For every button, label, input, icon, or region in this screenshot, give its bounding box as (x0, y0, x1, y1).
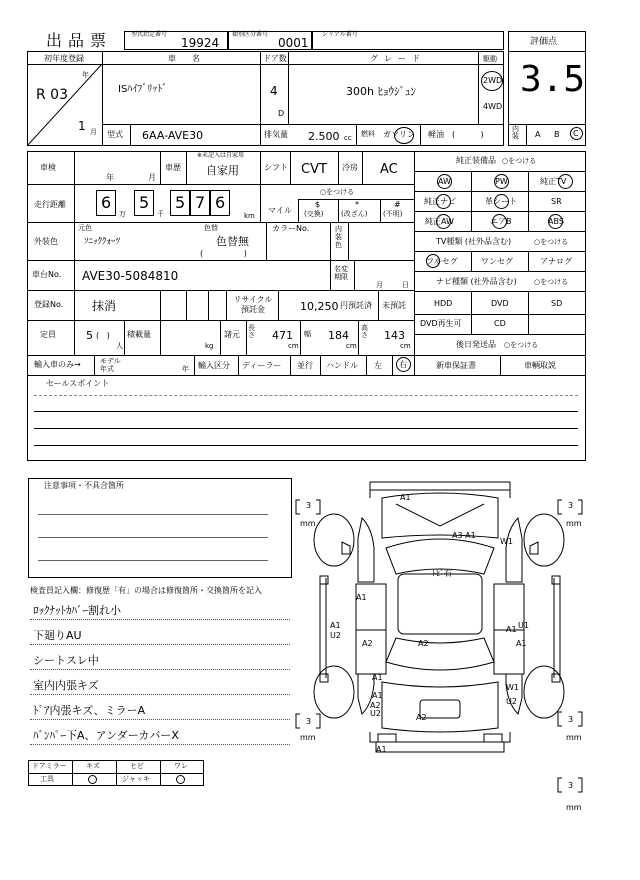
capacity-label: 定員 (40, 330, 56, 339)
name-change-label: 名変期限 (334, 265, 348, 282)
grade-value: 300h ﾋｮｳｼﾞｭﾝ (346, 85, 416, 98)
width-label: 幅 (304, 330, 311, 338)
damage-mark-15: U2 (506, 697, 517, 706)
sales-point-label: セールスポイント (46, 379, 110, 388)
tire-depth-fr: 3 (568, 501, 574, 510)
model-year-label: モデル年式 (100, 357, 121, 374)
navi-circle-note: ○をつける (534, 278, 569, 286)
score-label: 評価点 (530, 37, 558, 47)
damage-mark-11: U1 (518, 621, 529, 630)
legend-header-mirror: ドアミラー (32, 762, 67, 770)
repaint-value: 色替無 (216, 235, 249, 248)
equip-pw: PW (495, 177, 508, 186)
docs-manual: 車輌取説 (524, 361, 556, 370)
first-reg-month: 1 (78, 119, 86, 133)
tire-depth-rl: 3 (306, 717, 312, 726)
recycle-label: リサイクル預託金 (233, 295, 273, 315)
damage-mark-2: A3 A1 (452, 531, 476, 540)
damage-mark-1: A1 (400, 493, 411, 502)
interior-grade-a: A (535, 130, 541, 139)
navi-label: ナビ種類 (社外品含む) (436, 277, 517, 286)
odo-exchange: (交換) (304, 210, 324, 218)
displacement-unit: cc (344, 134, 352, 142)
legend-jack: ジャッキ (122, 775, 150, 783)
damage-mark-5: A1 (356, 593, 367, 602)
equip-genuine-navi: 純正ナビ (424, 197, 456, 206)
tv-circle-note: ○をつける (534, 238, 569, 246)
navi-dvd-play: DVD再生可 (420, 319, 462, 328)
equip-sr: SR (551, 197, 562, 206)
reg-value: 抹消 (92, 299, 117, 313)
damage-mark-12: A1 (516, 639, 527, 648)
handle-right: 右 (399, 360, 407, 369)
first-reg-label: 初年度登録 (44, 54, 84, 63)
repaint-label: 色替 (204, 224, 218, 232)
odo-unknown: (不明) (383, 210, 403, 218)
equip-abs: ABS (548, 217, 564, 226)
recycle-amount: 10,250 (300, 300, 339, 313)
damage-mark-17: A2 (370, 701, 381, 710)
handle-left: 左 (374, 361, 382, 370)
mileage-digit-3-value: 5 (175, 193, 186, 212)
tv-fullseg: フルセグ (426, 257, 458, 266)
navi-dvd: DVD (491, 299, 509, 308)
fuel-diesel: 軽油 (428, 130, 444, 139)
note-line-1: ﾛｯｸﾅｯﾄｶﾊﾞｰ割れ小 (33, 604, 121, 617)
name-change-day: 日 (402, 281, 409, 289)
car-name-value: ISﾊｲﾌﾞﾘｯﾄﾞ (118, 84, 168, 95)
tire-unit-rr: mm (566, 733, 582, 742)
mileage-digit-1-value: 6 (101, 193, 112, 212)
load-label: 積載量 (127, 330, 151, 339)
first-reg-year-unit: 年 (82, 71, 89, 79)
model-type-label: 型式 (107, 130, 123, 139)
tv-label: TV種類 (社外品含む) (436, 237, 512, 246)
first-reg-era: R 03 (36, 87, 68, 103)
car-diagram (286, 478, 590, 810)
sen-unit: 千 (157, 210, 164, 218)
km-unit: km (244, 212, 255, 220)
inspector-note: 検査員記入欄：修復歴「有」の場合は修復箇所・交換箇所を記入 (30, 586, 262, 595)
width-unit: cm (346, 342, 357, 350)
dims-label: 諸元 (224, 330, 240, 339)
legend-header-crack: ヒビ (130, 762, 144, 770)
mileage-digit-4-value: 7 (195, 193, 206, 212)
notes-title: 注意事項・不具合箇所 (44, 481, 124, 490)
grade-label: グレード (370, 54, 426, 63)
import-class-label: 輸入区分 (198, 361, 230, 370)
navi-sd: SD (551, 299, 563, 308)
odo-star: * (355, 200, 359, 209)
docs-warranty: 新車保証書 (436, 361, 476, 370)
usage-label: 車歴 (165, 163, 181, 172)
capacity-paren: ( ) (96, 331, 110, 340)
import-parallel: 並行 (297, 361, 313, 370)
legend-header-scratch: キズ (86, 762, 100, 770)
docs-label: 後日発送品 (456, 340, 496, 349)
legend-header-break: ワレ (174, 762, 188, 770)
displacement-value: 2.500 (308, 130, 340, 143)
color-label: 外装色 (34, 237, 58, 246)
height-label: 高さ (361, 324, 368, 339)
legend-jack-circle (176, 775, 185, 784)
original-color-label: 元色 (78, 224, 92, 232)
damage-mark-3: W1 (500, 537, 513, 546)
import-label: 輸入車のみ→ (34, 360, 81, 369)
category-value: 0001 (278, 36, 309, 50)
score-value: 3.5 (520, 59, 586, 100)
damage-mark-8: U2 (330, 631, 341, 640)
length-unit: cm (288, 342, 299, 350)
damage-mark-20: A1 (376, 745, 387, 754)
navi-cd: CD (494, 319, 506, 328)
note-line-4: 室内内張キズ (33, 679, 99, 692)
capacity-unit: 人 (116, 342, 123, 350)
fuel-gasoline: ガソリン (383, 130, 415, 139)
damage-mark-6: A1 (330, 621, 341, 630)
shaken-label: 車検 (40, 163, 56, 172)
damage-mark-13: A1 (372, 673, 383, 682)
drive-label: 駆動 (483, 55, 497, 63)
length-label: 長さ (248, 324, 255, 339)
damage-mark-9: A2 (418, 639, 429, 648)
model-type-value: 6AA-AVE30 (142, 129, 204, 142)
equip-airbag: エアB (490, 217, 512, 226)
height-unit: cm (400, 342, 411, 350)
interior-grade-c: C (573, 129, 579, 138)
doors-value: 4 (270, 84, 278, 98)
diesel-paren: ( ) (452, 130, 484, 139)
damage-mark-14: W1 (506, 683, 519, 692)
tire-unit-fl: mm (300, 519, 316, 528)
note-line-5: ﾄﾞｱ内張キズ、ミラーA (33, 704, 146, 717)
doors-suffix: D (278, 109, 285, 118)
chassis-label: 車台No. (32, 270, 62, 279)
ac-label: 冷房 (342, 163, 358, 172)
tv-analog: アナログ (540, 257, 572, 266)
odo-hash: # (394, 200, 401, 209)
tire-unit-fr: mm (566, 519, 582, 528)
car-name-label: 車名 (168, 54, 216, 63)
tv-oneseg: ワンセグ (481, 257, 513, 266)
load-unit: kg (205, 342, 214, 350)
repaint-paren: ( ) (200, 249, 247, 258)
genuine-circle-note: ○をつける (502, 157, 537, 165)
mileage-label: 走行距離 (34, 200, 66, 209)
damage-mark-10: A1 (506, 625, 517, 634)
first-reg-month-unit: 月 (90, 128, 97, 136)
equip-genuine-tv: 純正TV (540, 177, 567, 186)
mile-label: マイル (268, 206, 292, 215)
navi-hdd: HDD (434, 299, 453, 308)
odo-circle-note: ○をつける (320, 188, 355, 196)
recycle-status: 円預託済 (340, 301, 372, 310)
damage-mark-4: ﾄﾋﾞ石 (432, 569, 452, 578)
name-change-month: 月 (376, 281, 383, 289)
mileage-digit-5-value: 6 (215, 193, 226, 212)
model-designation-value: 19924 (181, 36, 220, 50)
note-line-3: シートスレ中 (33, 654, 99, 667)
drive-4wd: 4WD (483, 102, 503, 111)
tire-depth-fl: 3 (306, 501, 312, 510)
handle-label: ハンドル (326, 361, 358, 370)
shift-label: シフト (264, 163, 288, 172)
tire-unit-spare: mm (566, 803, 582, 812)
note-line-6: ﾊﾞﾝﾊﾟｰ下A、アンダーカバーX (33, 729, 179, 742)
damage-mark-19: A2 (416, 713, 427, 722)
original-color-value: ｿﾆｯｸｸｫｰﾂ (84, 237, 121, 247)
shift-value: CVT (301, 162, 327, 177)
model-year-unit: 年 (182, 365, 189, 373)
usage-value: 自家用 (206, 164, 239, 177)
equip-aw: AW (438, 177, 451, 186)
serial-label: シリアル番号 (322, 31, 358, 38)
mileage-digit-2-value: 5 (139, 193, 150, 212)
chassis-value: AVE30-5084810 (82, 269, 179, 283)
color-no-label: カラーNo. (272, 224, 310, 233)
interior-color-label: 内装色 (335, 225, 342, 250)
tire-depth-rr: 3 (568, 715, 574, 724)
odo-dollar: $ (315, 200, 321, 209)
model-designation-label: 型式指定番号 (131, 31, 168, 38)
capacity-value: 5 (86, 329, 93, 342)
equip-genuine-aw: 純正AW (425, 217, 454, 226)
equip-leather: 革シート (485, 197, 517, 206)
tire-depth-spare: 3 (568, 781, 574, 790)
man-unit: 万 (119, 210, 126, 218)
shaken-year: 年 (106, 173, 114, 182)
ac-value: AC (380, 162, 398, 177)
width-value: 184 (328, 329, 349, 342)
interior-grade-b: B (554, 130, 560, 139)
displacement-label: 排気量 (264, 130, 288, 139)
height-value: 143 (384, 329, 405, 342)
interior-label: 内装 (512, 125, 519, 140)
odo-tamper: (改ざん) (341, 210, 368, 218)
note-line-2: 下廻りAU (33, 629, 82, 642)
legend-tools-circle (88, 775, 97, 784)
damage-mark-18: U2 (370, 709, 381, 718)
recycle-unpaid: 未預託 (382, 301, 406, 310)
drive-2wd: 2WD (483, 76, 503, 85)
length-value: 471 (272, 329, 293, 342)
usage-note: ※未記入は自家用 (197, 152, 245, 159)
reg-label: 登録No. (34, 300, 64, 309)
legend-tools: 工具 (40, 775, 54, 783)
shaken-month: 月 (148, 173, 156, 182)
doors-label: ドア数 (263, 54, 287, 63)
damage-mark-7: A2 (362, 639, 373, 648)
page-title: 出品票 (46, 31, 113, 50)
genuine-label: 純正装備品 (456, 156, 496, 165)
notes-box (28, 478, 292, 578)
category-label: 類別区分番号 (232, 31, 269, 38)
damage-mark-16: A1 (372, 691, 383, 700)
docs-circle-note: ○をつける (504, 341, 539, 349)
import-dealer: ディーラー (242, 361, 282, 370)
tire-unit-rl: mm (300, 733, 316, 742)
fuel-label: 燃料 (361, 130, 375, 138)
